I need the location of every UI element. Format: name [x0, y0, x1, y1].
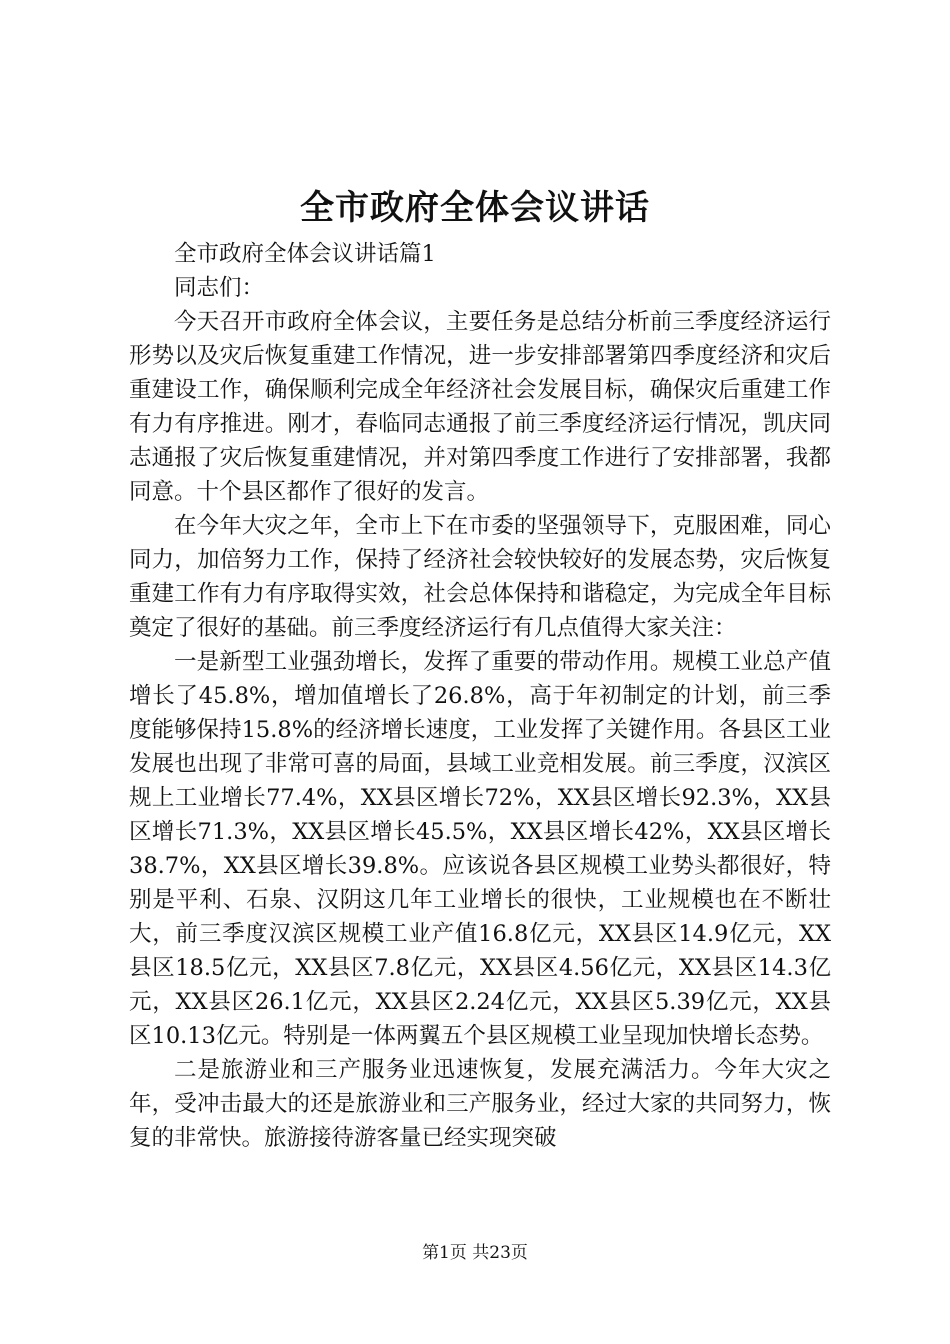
- document-body: [129, 237, 831, 1155]
- page-footer: 第1页 共23页: [422, 1243, 528, 1263]
- paragraph: 在今年大灾之年，全市上下在市委的坚强领导下，克服困难，同心同力，加倍努力工作，保持了经济社会较快较好的发展态势，灾后恢复重建工作有力有序取得实效，社会总体保持和谐稳定，为完成全年目标奠定了很好的基础。前三季度经济运行有几点值得大家关注：: [129, 513, 831, 641]
- paragraph: 一是新型工业强劲增长，发挥了重要的带动作用。规模工业总产值增长了45.8%，增加值增长了26.8%，高于年初制定的计划，前三季度能够保持15.8%的经济增长速度，工业发挥了关键作用。各县区工业发展也出现了非常可喜的局面，县域工业竞相发展。前三季度，汉滨区规上工业增长77.4%，XX县区增长72%，XX县区增长92.3%，XX县区增长71.3%，XX县区增长45.5%，XX县区增长42%，XX县区增长38.7%，XX县区增长39.8%。应该说各县区规模工业势头都很好，特别是平利、石泉、汉阴这几年工业增长的很快，工业规模也在不断壮大，前三季度汉滨区规模工业产值16.8亿元，XX县区14.9亿元，XX县区18.5亿元，XX县区7.8亿元，XX县区4.56亿元，XX县区14.3亿元，XX县区26.1亿元，XX县区2.24亿元，XX县区5.39亿元，XX县区10.13亿元。特别是一体两翼五个县区规模工业呈现加快增长态势。: [129, 649, 831, 1049]
- paragraph: 二是旅游业和三产服务业迅速恢复，发展充满活力。今年大灾之年，受冲击最大的还是旅游业和三产服务业，经过大家的共同努力，恢复的非常快。旅游接待游客量已经实现突破: [129, 1057, 831, 1151]
- section-heading: 全市政府全体会议讲话篇1: [174, 241, 436, 267]
- salutation: 同志们：: [174, 275, 265, 301]
- document-title: 全市政府全体会议讲话: [300, 188, 650, 228]
- paragraph: 今天召开市政府全体会议，主要任务是总结分析前三季度经济运行形势以及灾后恢复重建工作情况，进一步安排部署第四季度经济和灾后重建设工作，确保顺利完成全年经济社会发展目标，确保灾后重建工作有力有序推进。刚才，春临同志通报了前三季度经济运行情况，凯庆同志通报了灾后恢复重建情况，并对第四季度工作进行了安排部署，我都同意。十个县区都作了很好的发言。: [129, 309, 831, 505]
